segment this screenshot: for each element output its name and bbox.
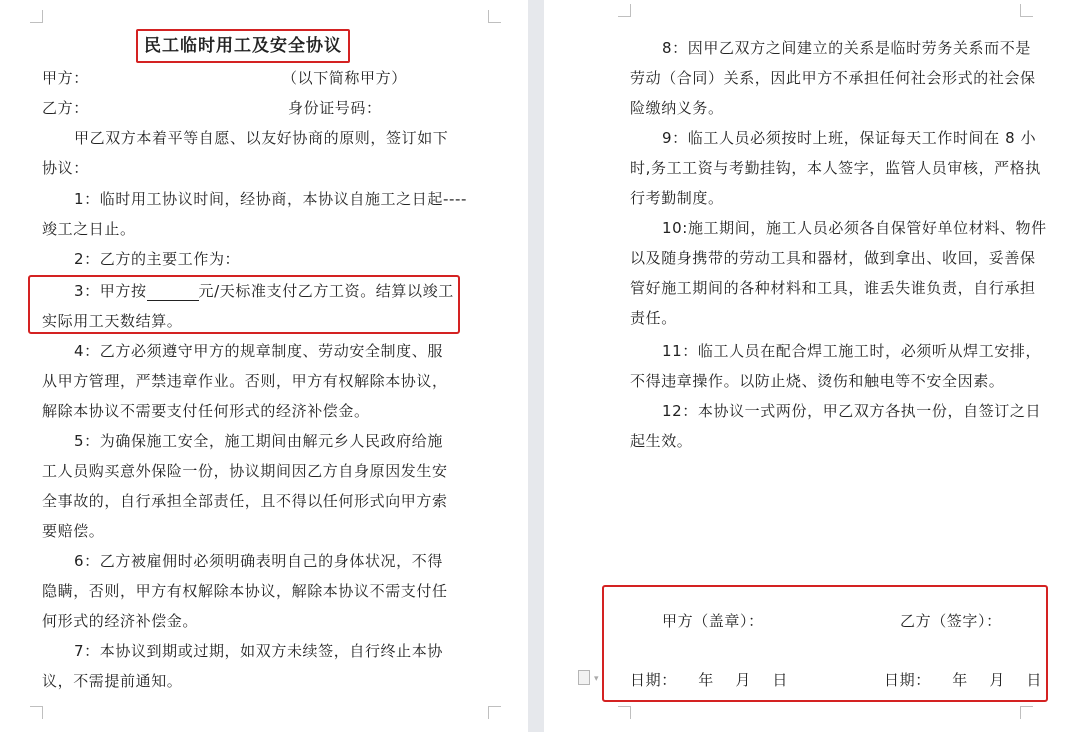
page-corner-mark (1020, 706, 1033, 719)
clause-5-line: 工人员购买意外保险一份，协议期间因乙方自身原因发生安 (42, 462, 448, 480)
clause-6-line: 何形式的经济补偿金。 (42, 612, 199, 630)
clause-11-line: 11：临工人员在配合焊工施工时，必须听从焊工安排， (662, 342, 1042, 360)
clause-3-prefix: 3：甲方按 (74, 282, 147, 300)
clause-7-line: 7：本协议到期或过期，如双方未续签，自行终止本协 (74, 642, 443, 660)
page-corner-mark (618, 706, 631, 719)
clause-5-line: 5：为确保施工安全，施工期间由解元乡人民政府给施 (74, 432, 443, 450)
clause-4-line: 4：乙方必须遵守甲方的规章制度、劳动安全制度、服 (74, 342, 443, 360)
page-corner-mark (618, 4, 631, 17)
clause-7-line: 议，不需提前通知。 (42, 672, 183, 690)
clause-12-line: 起生效。 (630, 432, 693, 450)
clause-10-line: 10:施工期间，施工人员必须各自保管好单位材料、物件 (662, 219, 1047, 237)
clause-3-line: 实际用工天数结算。 (42, 312, 183, 330)
clause-9-line: 时,务工工资与考勤挂钩，本人签字，监管人员审核，严格执 (630, 159, 1041, 177)
clause-5-line: 全事故的，自行承担全部责任，且不得以任何形式向甲方索 (42, 492, 448, 510)
clause-1-line: 1：临时用工协议时间，经协商，本协议自施工之日起---- (74, 190, 467, 208)
document-page-left (0, 0, 528, 732)
clause-6-line: 6：乙方被雇佣时必须明确表明自己的身体状况，不得 (74, 552, 443, 570)
document-icon[interactable] (578, 670, 590, 685)
party-b-signature-label: 乙方（签字）： (900, 612, 1002, 630)
clause-3-suffix: 元/天标准支付乙方工资。结算以竣工 (198, 282, 454, 300)
clause-8-line: 险缴纳义务。 (630, 99, 724, 117)
id-number-label: 身份证号码： (288, 99, 382, 117)
wage-blank (147, 285, 199, 301)
clause-10-line: 以及随身携带的劳动工具和器材，做到拿出、收回，妥善保 (630, 249, 1036, 267)
clause-2-line: 2：乙方的主要工作为： (74, 250, 241, 268)
intro-line: 协议： (42, 159, 89, 177)
party-a-label: 甲方： (42, 69, 89, 87)
page-corner-mark (1020, 4, 1033, 17)
page-corner-mark (488, 10, 501, 23)
clause-4-line: 解除本协议不需要支付任何形式的经济补偿金。 (42, 402, 370, 420)
intro-line: 甲乙双方本着平等自愿、以友好协商的原则，签订如下 (74, 129, 449, 147)
clause-9-line: 行考勤制度。 (630, 189, 724, 207)
page-corner-mark (30, 706, 43, 719)
party-a-seal-label: 甲方（盖章）： (662, 612, 764, 630)
page-corner-mark (30, 10, 43, 23)
clause-10-line: 管好施工期间的各种材料和工具，谁丢失谁负责，自行承担 (630, 279, 1036, 297)
document-title: 民工临时用工及安全协议 (136, 29, 350, 63)
clause-8-line: 8：因甲乙双方之间建立的关系是临时劳务关系而不是 (662, 39, 1031, 57)
page-gutter (528, 0, 544, 732)
clause-10-line: 责任。 (630, 309, 677, 327)
clause-9-line: 9：临工人员必须按时上班，保证每天工作时间在 8 小 (662, 129, 1037, 147)
clause-12-line: 12：本协议一式两份，甲乙双方各执一份，自签订之日 (662, 402, 1042, 420)
clause-4-line: 从甲方管理，严禁违章作业。否则，甲方有权解除本协议， (42, 372, 448, 390)
page-corner-mark (488, 706, 501, 719)
clause-11-line: 不得违章操作。以防止烧、烫伤和触电等不安全因素。 (630, 372, 1005, 390)
chevron-down-icon[interactable]: ▾ (594, 674, 599, 684)
party-b-label: 乙方： (42, 99, 89, 117)
document-page-right (544, 0, 1080, 732)
party-b-date-line: 日期： 年 月 日 (884, 671, 1043, 689)
clause-1-line: 竣工之日止。 (42, 220, 136, 238)
party-a-date-line: 日期： 年 月 日 (630, 671, 789, 689)
clause-5-line: 要赔偿。 (42, 522, 105, 540)
clause-8-line: 劳动（合同）关系，因此甲方不承担任何社会形式的社会保 (630, 69, 1036, 87)
party-a-note: （以下简称甲方） (282, 69, 407, 87)
clause-3-line (74, 281, 454, 301)
clause-6-line: 隐瞒，否则，甲方有权解除本协议，解除本协议不需支付任 (42, 582, 448, 600)
